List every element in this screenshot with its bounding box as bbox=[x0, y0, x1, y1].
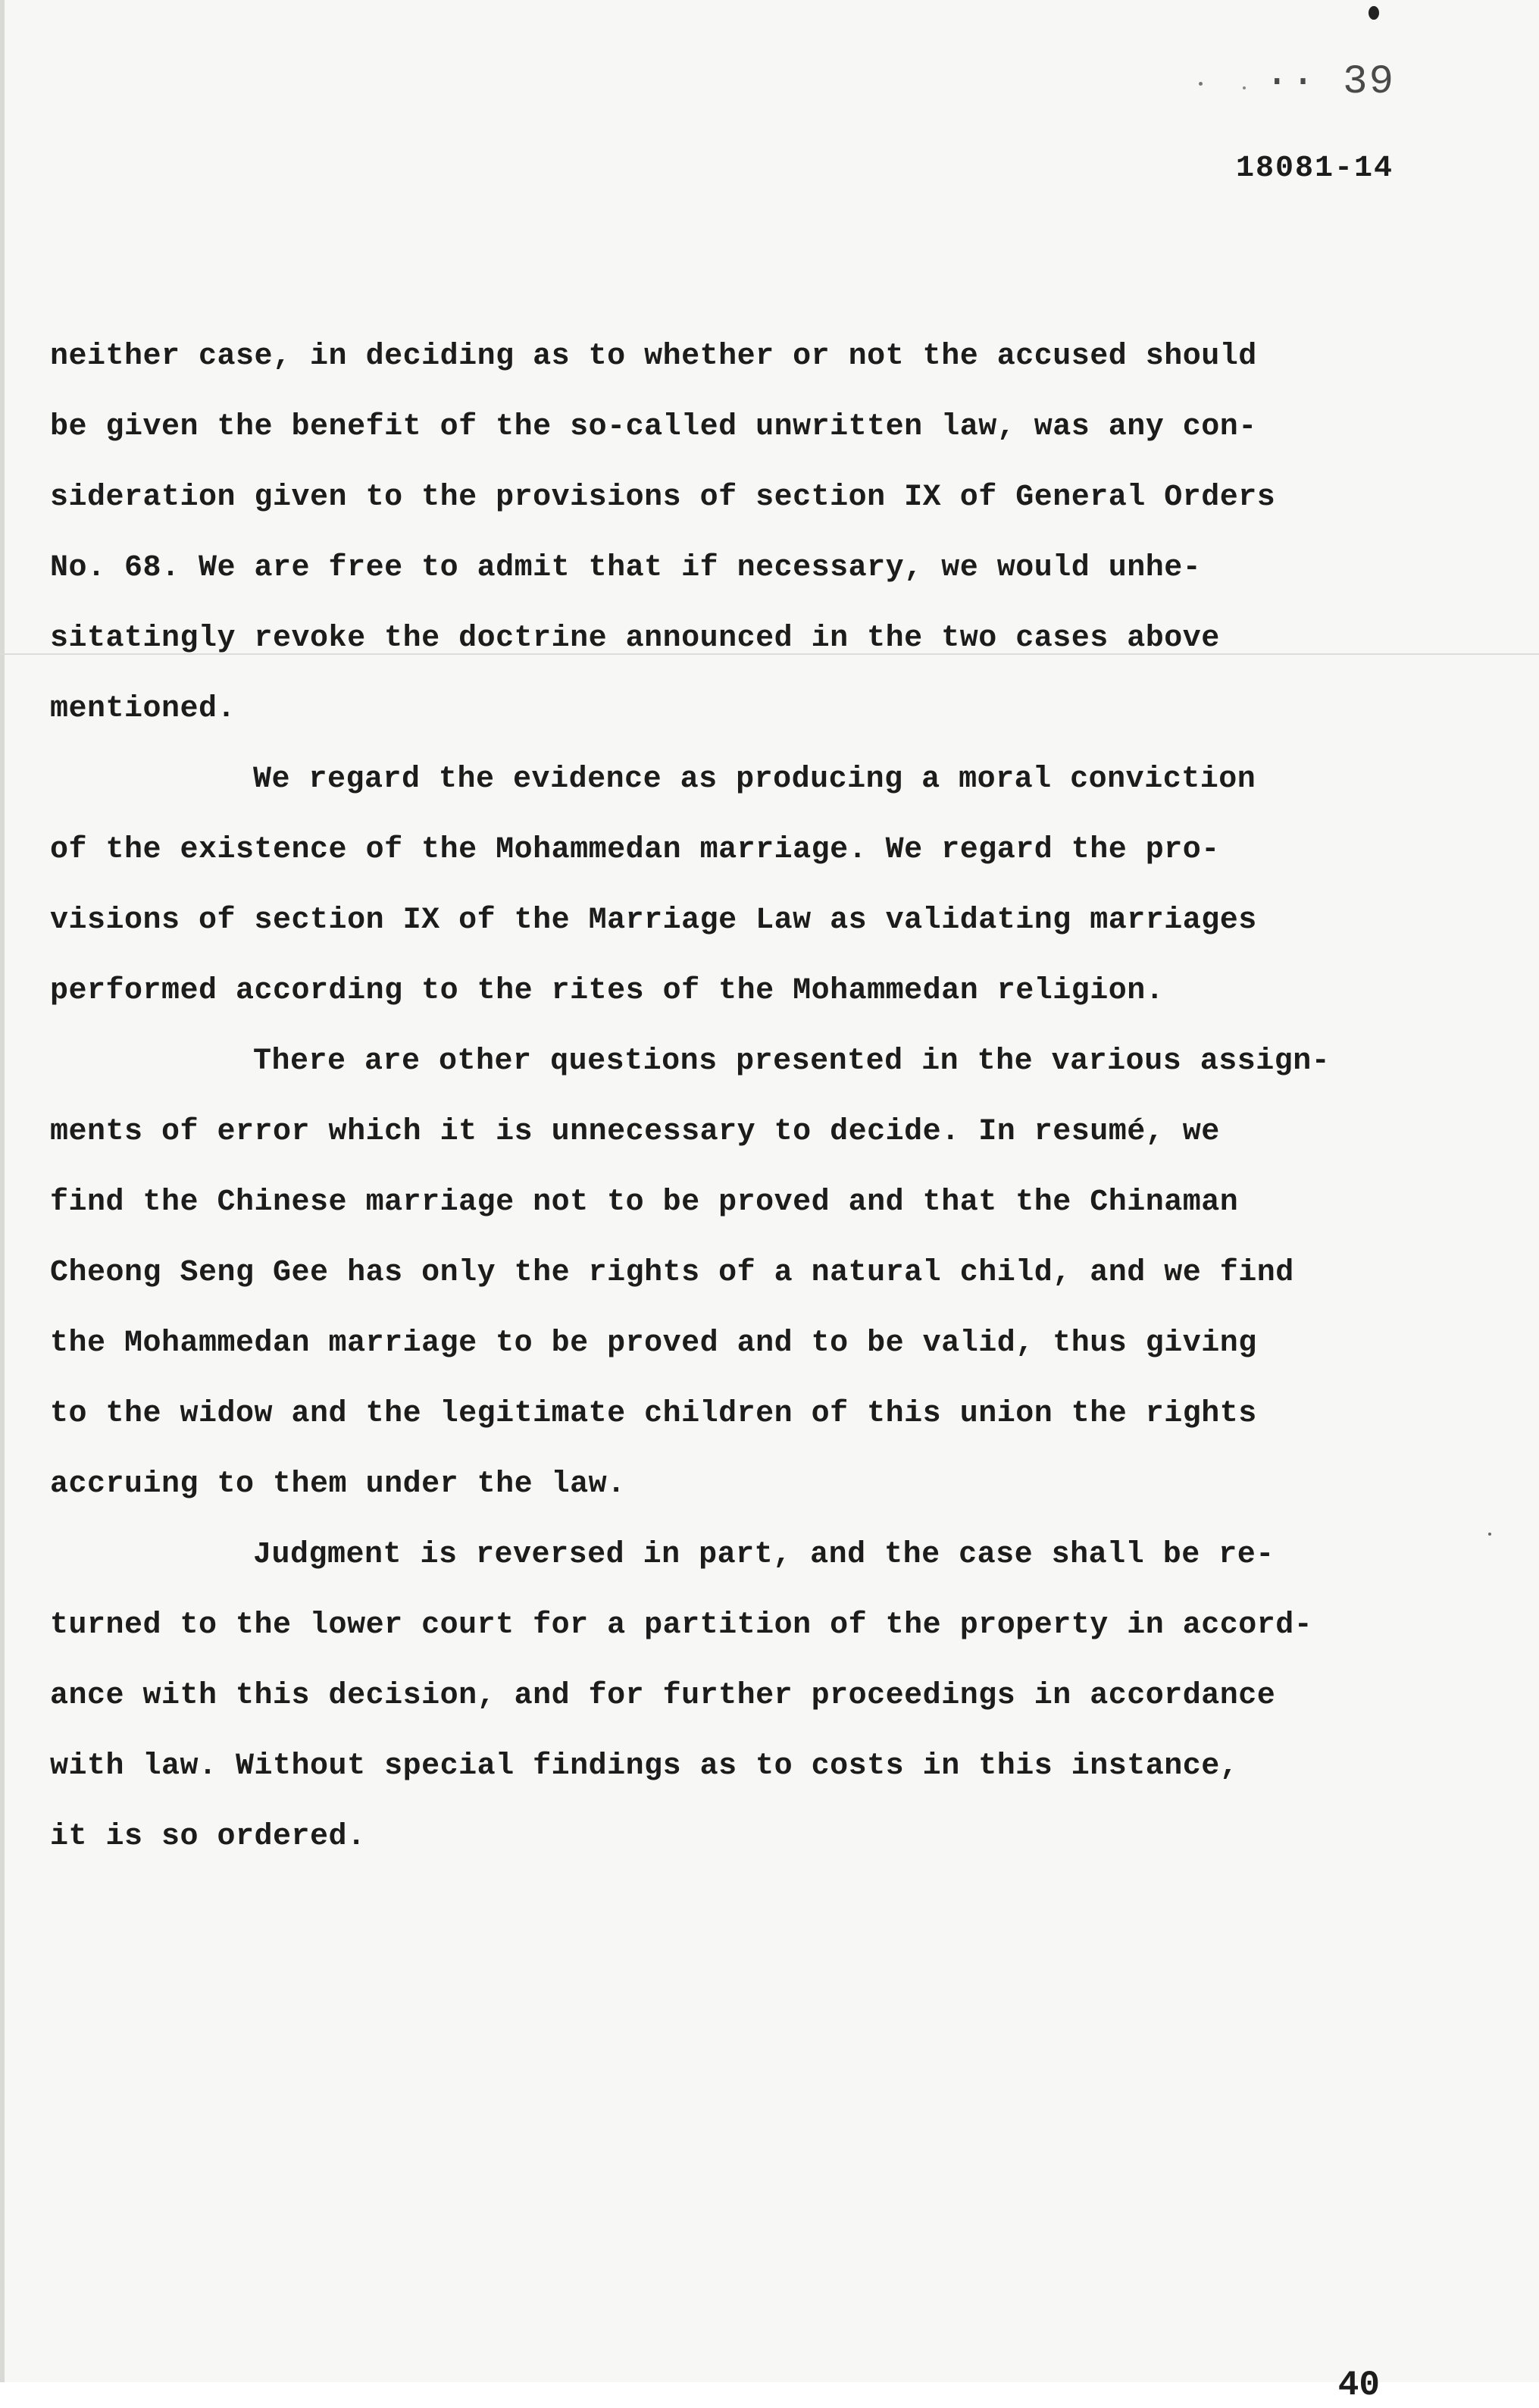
ink-speck bbox=[1199, 82, 1203, 86]
paragraph-4: Judgment is reversed in part, and the case shall be re- turned to the lower court for a partition of the property in accord- ance with this decision, and for further proceedings in accordance with law. Without special findings as to costs in this instance, it is so ordered. bbox=[50, 1538, 1313, 1854]
paragraph-2: We regard the evidence as producing a moral conviction of the existence of the Mohammedan marriage. We regard the pro- visions of section IX of the Marriage Law as validating marriages performed according to the rites of the Mohammedan religion. bbox=[50, 762, 1257, 1008]
document-body bbox=[50, 321, 1475, 1872]
ink-speck bbox=[1369, 6, 1379, 20]
film-edge bbox=[0, 0, 5, 2382]
paragraph-1: neither case, in deciding as to whether or not the accused should be given the benefit of the so-called unwritten law, was any con- sideration given to the provisions of section IX of General Orders No. 68. We are free to admit that if necessary, we would unhe- sitatingly revoke the doctrine announced in the two cases above mentioned. bbox=[50, 340, 1276, 726]
paragraph-3: There are other questions presented in the various assign- ments of error which it is unnecessary to decide. In resumé, we find the Chinese marriage not to be proved and that the Chinaman Cheong Seng Gee has only the rights of a natural child, and we find the Mohammedan marriage to be proved and to be valid, thus giving to the widow and the legitimate children of this union the rights accruing to them under the law. bbox=[50, 1044, 1331, 1501]
ink-speck bbox=[1488, 1533, 1491, 1536]
case-number: 18081-14 bbox=[1235, 152, 1394, 186]
page-number-mark: ·· 39 bbox=[1264, 59, 1395, 105]
ink-speck bbox=[1243, 86, 1246, 89]
corner-page-mark: 40 bbox=[1337, 2366, 1380, 2405]
